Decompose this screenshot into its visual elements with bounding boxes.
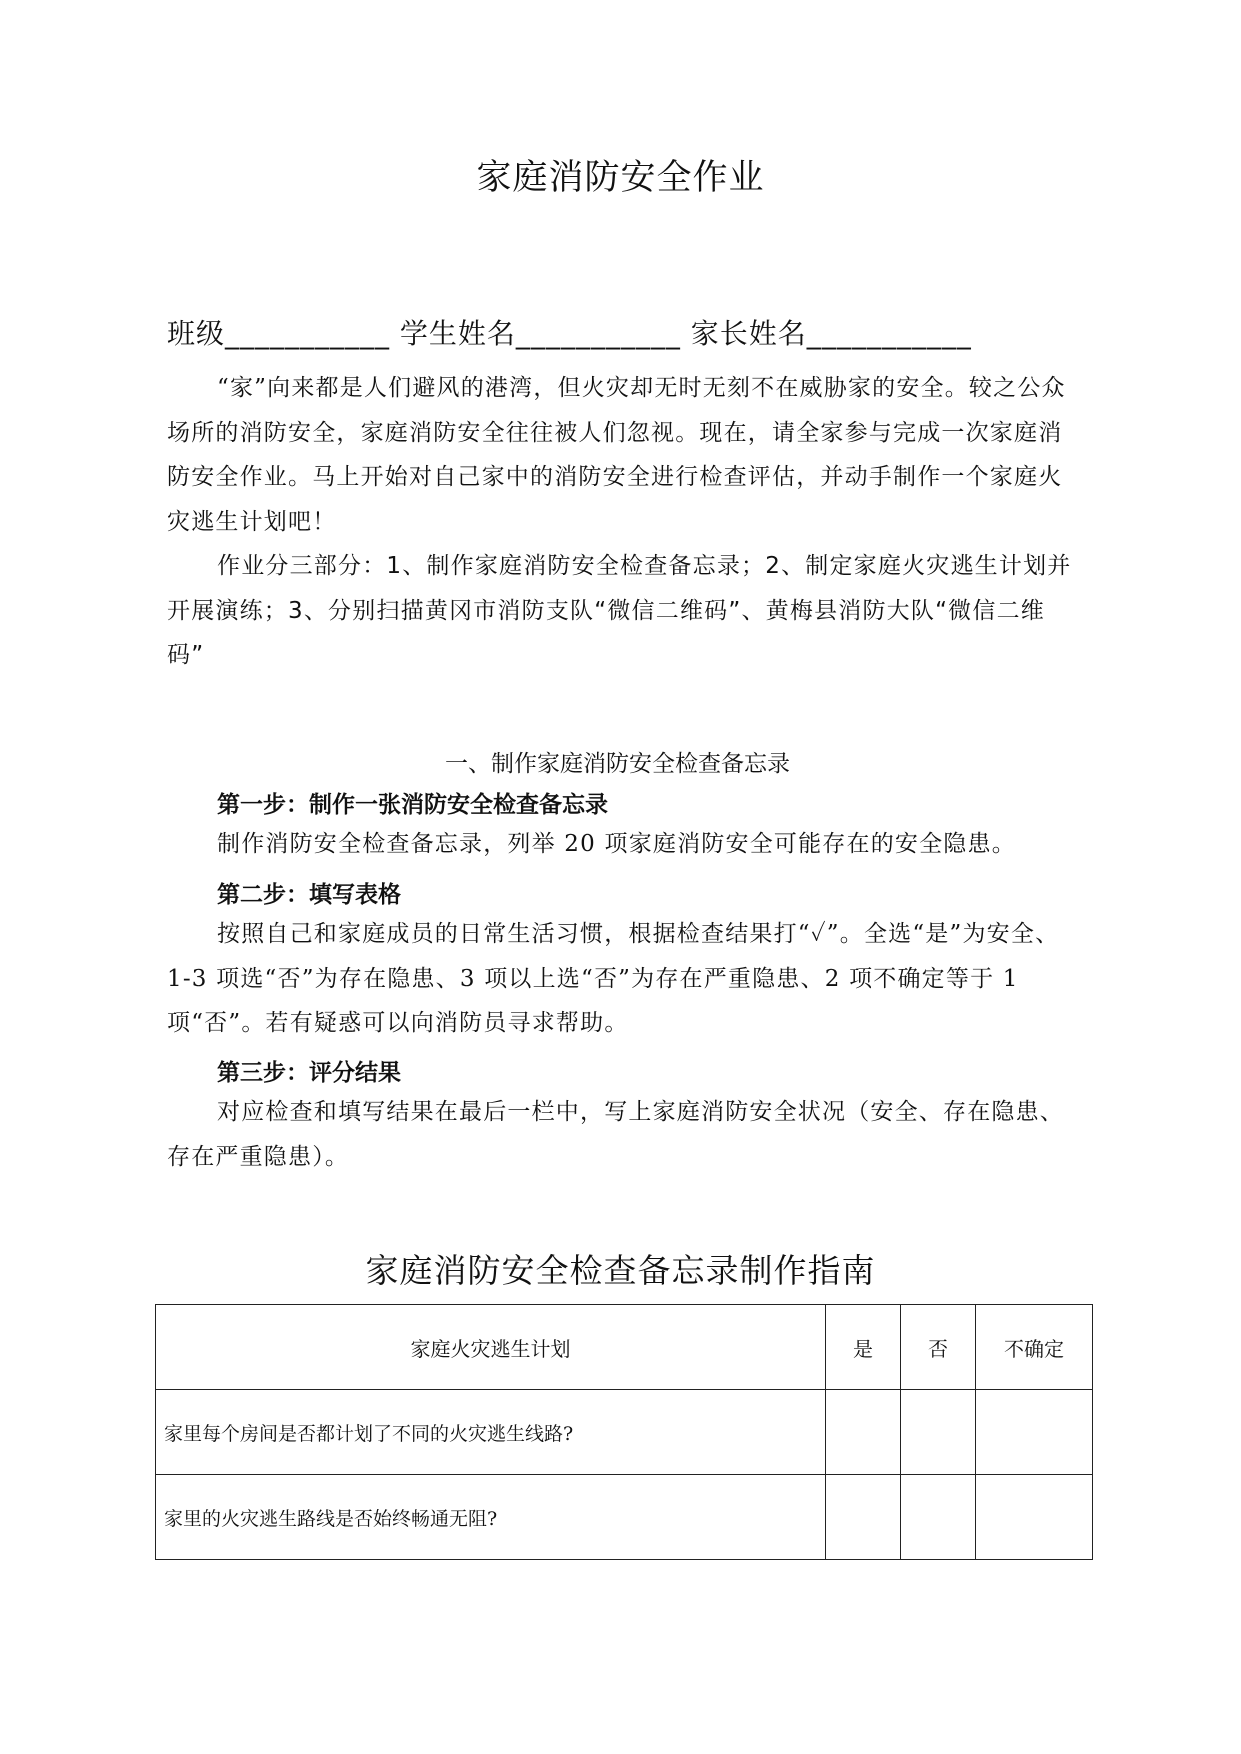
table-row: [156, 1390, 1093, 1475]
page-title: 家庭消防安全作业: [476, 158, 765, 198]
section-heading: 一、制作家庭消防安全检查备忘录: [445, 751, 790, 777]
step-2-title: 第二步：填写表格: [217, 881, 401, 908]
student-info-line: 班级___________ 学生姓名___________ 家长姓名___________: [167, 317, 972, 350]
intro-paragraph-1: “家”向来都是人们避风的港湾，但火灾却无时无刻不在威胁家的安全。较之公众场所的消防安全，家庭消防安全往往被人们忽视。现在，请全家参与完成一次家庭消防安全作业。马上开始对自己家中的消防安全进行检查评估，并动手制作一个家庭火灾逃生计划吧！: [167, 375, 1066, 535]
no-cell[interactable]: [901, 1390, 976, 1475]
unsure-cell[interactable]: [976, 1390, 1093, 1475]
step-1-paragraph: 制作消防安全检查备忘录，列举 20 项家庭消防安全可能存在的安全隐患。: [217, 831, 1016, 857]
step-2-text: [167, 912, 1077, 1046]
checklist-table: [155, 1304, 1093, 1560]
guide-title: 家庭消防安全检查备忘录制作指南: [365, 1251, 876, 1290]
yes-cell[interactable]: [826, 1390, 901, 1475]
intro-paragraph-2: 作业分三部分：1、制作家庭消防安全检查备忘录；2、制定家庭火灾逃生计划并开展演练；3、分别扫描黄冈市消防支队“微信二维码”、黄梅县消防大队“微信二维码”: [167, 553, 1072, 668]
step-1-text: [167, 822, 1077, 867]
yes-cell[interactable]: [826, 1475, 901, 1560]
header-plan: 家庭火灾逃生计划: [156, 1305, 826, 1390]
step-1-title: 第一步：制作一张消防安全检查备忘录: [217, 791, 608, 818]
step-3-text: [167, 1090, 1077, 1179]
no-cell[interactable]: [901, 1475, 976, 1560]
table-row: [156, 1475, 1093, 1560]
header-no: 否: [901, 1305, 976, 1390]
intro-text: [167, 366, 1077, 678]
header-unsure: 不确定: [976, 1305, 1093, 1390]
row-question: 家里每个房间是否都计划了不同的火灾逃生线路?: [156, 1390, 826, 1475]
step-3-paragraph: 对应检查和填写结果在最后一栏中，写上家庭消防安全状况（安全、存在隐患、存在严重隐患）。: [167, 1099, 1064, 1170]
step-2-paragraph: 按照自己和家庭成员的日常生活习惯，根据检查结果打“✓”。全选“是”为安全、1-3 项选“否”为存在隐患、3 项以上选“否”为存在严重隐患、2 项不确定等于 1 项“否”。若有疑惑可以向消防员寻求帮助。: [167, 921, 1060, 1036]
row-question: 家里的火灾逃生路线是否始终畅通无阻?: [156, 1475, 826, 1560]
unsure-cell[interactable]: [976, 1475, 1093, 1560]
step-3-title: 第三步：评分结果: [217, 1059, 401, 1086]
header-yes: 是: [826, 1305, 901, 1390]
table-header-row: [156, 1305, 1093, 1390]
